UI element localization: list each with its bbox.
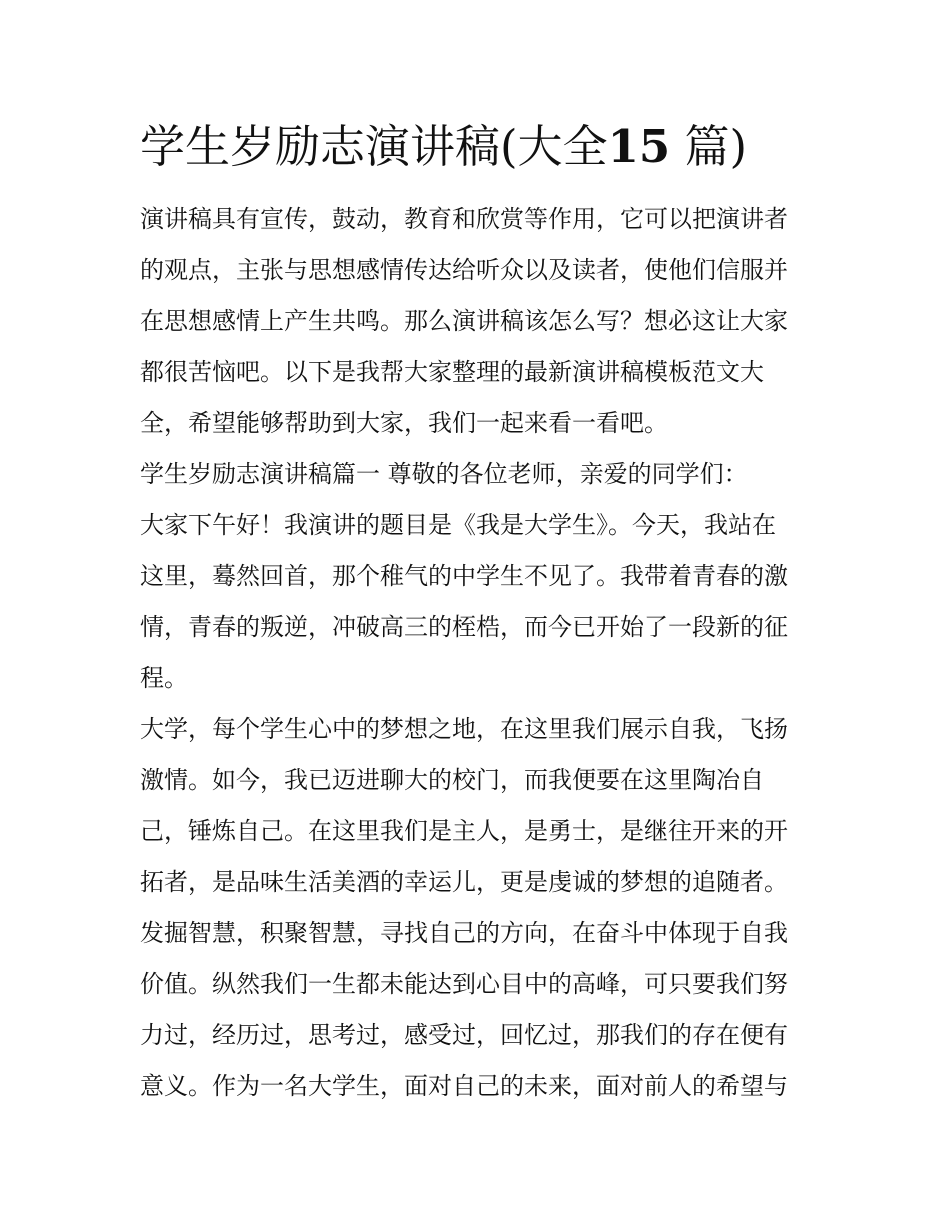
body-line: 的观点，主张与思想感情传达给听众以及读者，使他们信服并 (140, 256, 788, 284)
body-line: 学生岁励志演讲稿篇一 尊敬的各位老师，亲爱的同学们： (140, 460, 748, 488)
body-line: 这里，蓦然回首，那个稚气的中学生不见了。我带着青春的激 (140, 562, 788, 590)
title-prefix: 学生岁励志演讲稿(大全 (140, 120, 608, 173)
body-line: 发掘智慧，积聚智慧，寻找自己的方向，在奋斗中体现于自我 (140, 919, 788, 947)
body-line: 演讲稿具有宣传，鼓动，教育和欣赏等作用，它可以把演讲者 (140, 205, 788, 233)
body-line: 价值。纵然我们一生都未能达到心目中的高峰，可只要我们努 (140, 970, 788, 998)
body-line: 都很苦恼吧。以下是我帮大家整理的最新演讲稿模板范文大 (140, 358, 764, 386)
body-line: 激情。如今，我已迈进聊大的校门，而我便要在这里陶冶自 (140, 766, 764, 794)
body-line: 己，锤炼自己。在这里我们是主人，是勇士，是继往开来的开 (140, 817, 788, 845)
body-line: 力过，经历过，思考过，感受过，回忆过，那我们的存在便有 (140, 1021, 788, 1049)
document-title (140, 112, 840, 182)
body-line: 情，青春的叛逆，冲破高三的桎梏，而今已开始了一段新的征 (140, 613, 788, 641)
body-line: 全，希望能够帮助到大家，我们一起来看一看吧。 (140, 409, 668, 437)
title-suffix: 篇) (684, 120, 748, 173)
title-number: 15 (607, 120, 671, 173)
body-line: 意义。作为一名大学生，面对自己的未来，面对前人的希望与 (140, 1072, 788, 1100)
body-line: 大家下午好！我演讲的题目是《我是大学生》。今天，我站在 (140, 511, 776, 539)
body-line: 程。 (140, 664, 188, 692)
body-line: 拓者，是品味生活美酒的幸运儿，更是虔诚的梦想的追随者。 (140, 868, 788, 896)
body-line: 大学，每个学生心中的梦想之地，在这里我们展示自我，飞扬 (140, 715, 788, 743)
body-line: 在思想感情上产生共鸣。那么演讲稿该怎么写？想必这让大家 (140, 307, 788, 335)
